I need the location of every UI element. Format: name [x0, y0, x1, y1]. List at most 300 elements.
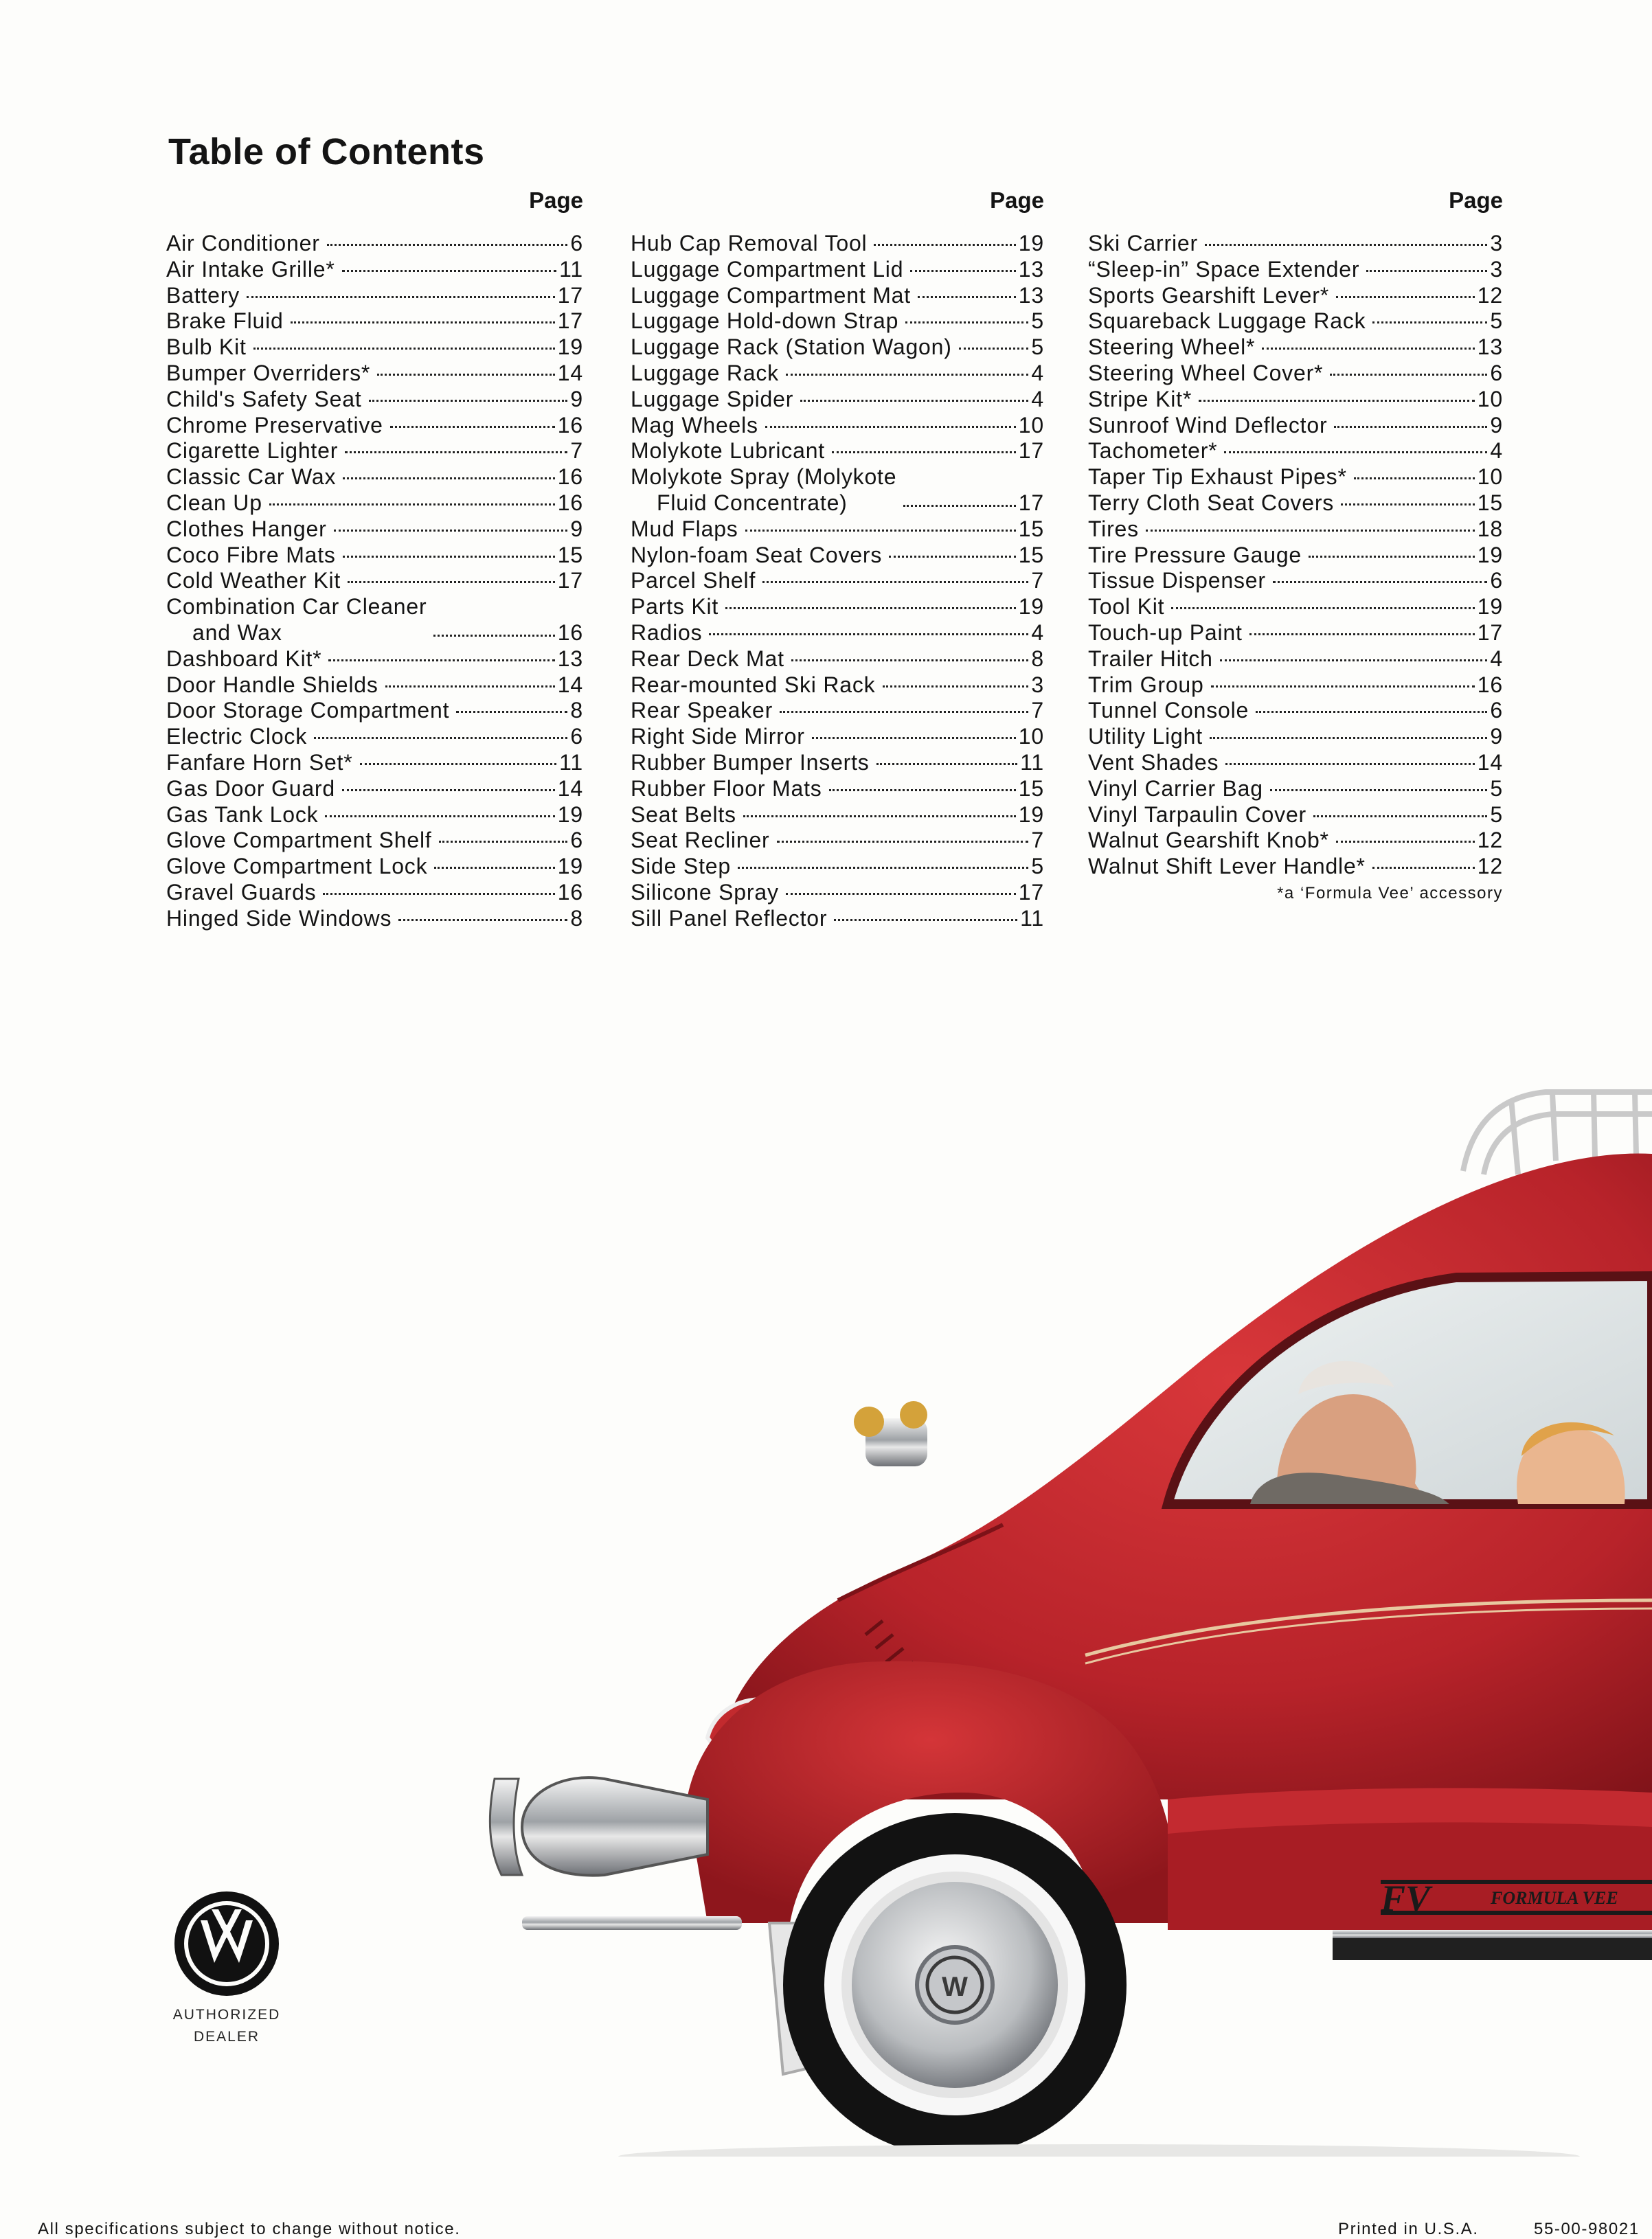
toc-entry: [1088, 231, 1503, 257]
dot-leader: [439, 841, 568, 843]
toc-entry: [1088, 724, 1503, 750]
vw-beetle-illustration: [481, 1071, 1652, 2157]
toc-entry-name: Steering Wheel Cover*: [1088, 360, 1324, 385]
toc-entry: [166, 776, 583, 802]
dot-leader: [876, 763, 1018, 765]
toc-entry-name: Bulb Kit: [166, 334, 247, 360]
toc-entry-name: Child's Safety Seat: [166, 386, 362, 411]
toc-entry: [166, 828, 583, 854]
toc-entry-name: Tunnel Console: [1088, 698, 1249, 723]
toc-entry: [166, 698, 583, 724]
toc-entry-page: 12: [1477, 282, 1503, 308]
toc-entry-name: Rear-mounted Ski Rack: [631, 672, 876, 697]
toc-entry: [631, 672, 1044, 698]
dot-leader: [910, 270, 1015, 272]
toc-entry: [166, 283, 583, 309]
authorized-dealer-logo: [170, 1889, 283, 2046]
toc-entry: [166, 724, 583, 750]
toc-entry-name: Ski Carrier: [1088, 231, 1198, 255]
page-title: Table of Contents: [168, 131, 485, 172]
fanfare-horn: [854, 1401, 927, 1466]
dot-leader: [325, 815, 554, 817]
dot-leader: [390, 426, 555, 428]
dot-leader: [323, 893, 554, 895]
toc-entry: [166, 750, 583, 776]
toc-entry-page: 19: [1477, 542, 1503, 567]
toc-entry-list: [166, 231, 583, 932]
toc-entry-page: 9: [1490, 412, 1503, 437]
dot-leader: [791, 659, 1029, 661]
toc-entry-name: Air Conditioner: [166, 231, 320, 255]
toc-entry: [1088, 620, 1503, 646]
dealer-caption-line2: DEALER: [193, 2029, 260, 2045]
toc-entry: [1088, 516, 1503, 543]
toc-entry-name: Rubber Bumper Inserts: [631, 749, 870, 775]
dot-leader: [345, 451, 567, 453]
toc-entry-name: Stripe Kit*: [1088, 386, 1192, 411]
toc-entry-page: 15: [557, 542, 583, 567]
toc-entry: [631, 776, 1044, 802]
toc-entry: [1088, 568, 1503, 594]
dot-leader: [725, 607, 1016, 609]
toc-entry: [1088, 308, 1503, 334]
toc-entry-page: 8: [570, 905, 583, 931]
page-column-header: Page: [990, 187, 1044, 213]
dot-leader: [348, 581, 555, 583]
toc-entry-name: Tires: [1088, 516, 1139, 541]
toc-entry-page: 9: [570, 516, 583, 541]
page-column-header: Page: [529, 187, 583, 213]
toc-entry-name: Fanfare Horn Set*: [166, 749, 353, 775]
toc-entry: [1088, 438, 1503, 464]
toc-entry: [1088, 776, 1503, 802]
dot-leader: [829, 789, 1016, 791]
dot-leader: [1341, 503, 1475, 505]
toc-entry-name: Electric Clock: [166, 724, 308, 749]
toc-entry-page: 14: [557, 360, 583, 385]
dot-leader: [328, 659, 554, 661]
toc-entry-name: Touch-up Paint: [1088, 620, 1243, 645]
dot-leader: [1334, 426, 1487, 428]
toc-entry-name: Rubber Floor Mats: [631, 775, 822, 801]
toc-entry: [1088, 594, 1503, 620]
toc-entry-name: Parts Kit: [631, 594, 719, 620]
toc-entry-page: 5: [1031, 334, 1044, 360]
toc-entry-name: Hub Cap Removal Tool: [631, 231, 868, 255]
toc-entry: [166, 257, 583, 283]
page-column-header: Page: [1449, 187, 1503, 213]
toc-entry: [631, 854, 1044, 880]
toc-entry: [631, 464, 1044, 516]
dot-leader: [1249, 633, 1475, 635]
toc-entry-page: 11: [559, 749, 583, 775]
toc-entry-name: Parcel Shelf: [631, 568, 756, 593]
toc-entry-page: 4: [1490, 438, 1503, 464]
dot-leader: [343, 477, 555, 479]
toc-entry-page: 6: [1490, 360, 1503, 385]
toc-entry-name: Seat Belts: [631, 802, 736, 827]
toc-entry-page: 7: [1031, 828, 1044, 853]
dot-leader: [1146, 530, 1475, 532]
dot-leader: [765, 426, 1016, 428]
toc-entry: [631, 828, 1044, 854]
toc-entry-name: Classic Car Wax: [166, 464, 337, 490]
formula-vee-stripe: [1380, 1878, 1652, 1919]
toc-entry: [631, 906, 1044, 932]
toc-entry-name: Cigarette Lighter: [166, 438, 339, 464]
toc-entry-name: Battery: [166, 282, 240, 308]
toc-entry-name: Clothes Hanger: [166, 516, 327, 541]
toc-entry-page: 14: [1477, 749, 1503, 775]
toc-entry-name: Vinyl Tarpaulin Cover: [1088, 802, 1307, 827]
toc-entry-list: [631, 231, 1044, 932]
toc-entry-page: 4: [1031, 360, 1044, 385]
toc-entry-name: Nylon-foam Seat Covers: [631, 542, 883, 567]
toc-entry-page: 19: [1477, 594, 1503, 620]
toc-entry-page: 6: [1490, 698, 1503, 723]
vw-logo-icon: [172, 1889, 282, 1999]
toc-entry-page: 16: [557, 464, 583, 490]
toc-entry-name: Door Storage Compartment: [166, 698, 450, 723]
toc-entry-name: Bumper Overriders*: [166, 360, 371, 385]
toc-entry-page: 11: [1020, 749, 1044, 775]
toc-entry: [1088, 490, 1503, 516]
car-stripe-text: FORMULA VEE: [1491, 1888, 1618, 1908]
toc-entry: [1088, 854, 1503, 880]
toc-entry-name: Combination Car Cleaner and Wax: [166, 594, 427, 645]
toc-entry-name: Chrome Preservative: [166, 412, 383, 437]
toc-entry-name: Sports Gearshift Lever*: [1088, 282, 1329, 308]
toc-entry-page: 5: [1031, 854, 1044, 879]
dot-leader: [1313, 815, 1487, 817]
toc-entry-name: Utility Light: [1088, 724, 1203, 749]
toc-entry-page: 14: [557, 775, 583, 801]
toc-entry-name: Gas Tank Lock: [166, 802, 319, 827]
toc-entry-page: 17: [1018, 438, 1044, 464]
dot-leader: [883, 685, 1029, 687]
dot-leader: [903, 505, 1015, 507]
toc-entry-name: Rear Deck Mat: [631, 646, 784, 671]
toc-entry: [631, 568, 1044, 594]
toc-entry-name: Taper Tip Exhaust Pipes*: [1088, 464, 1347, 490]
toc-entry-name: Vent Shades: [1088, 749, 1219, 775]
toc-entry-page: 16: [557, 879, 583, 905]
toc-entry-page: 19: [557, 802, 583, 827]
toc-entry-page: 16: [557, 620, 583, 645]
toc-entry-name: Luggage Hold-down Strap: [631, 308, 899, 334]
toc-entry-name: Silicone Spray: [631, 879, 779, 905]
toc-entry: [166, 516, 583, 543]
toc-entry: [166, 594, 583, 646]
dot-leader: [1372, 867, 1475, 869]
dot-leader: [1224, 451, 1487, 453]
toc-entry: [166, 802, 583, 828]
toc-entry-name: Tachometer*: [1088, 438, 1218, 464]
toc-entry-page: 13: [1018, 282, 1044, 308]
toc-entry-name: Luggage Spider: [631, 386, 794, 411]
toc-entry-name: Trim Group: [1088, 672, 1204, 697]
car-stripe-logo: FV: [1381, 1878, 1431, 1919]
dot-leader: [780, 711, 1028, 713]
toc-entry-name: Terry Cloth Seat Covers: [1088, 490, 1335, 515]
toc-entry-page: 12: [1477, 854, 1503, 879]
toc-entry-page: 17: [1477, 620, 1503, 645]
toc-column-3: [1088, 187, 1503, 903]
toc-entry-list: [1088, 231, 1503, 880]
toc-entry: [631, 594, 1044, 620]
toc-entry-page: 9: [1490, 724, 1503, 749]
dot-leader: [360, 763, 557, 765]
toc-entry-page: 16: [557, 490, 583, 515]
toc-entry: [631, 283, 1044, 309]
toc-entry: [1088, 387, 1503, 413]
toc-entry-name: Cold Weather Kit: [166, 568, 341, 593]
dot-leader: [291, 321, 555, 323]
toc-entry-name: Sill Panel Reflector: [631, 905, 828, 931]
dot-leader: [433, 635, 554, 637]
toc-entry-page: 19: [1018, 594, 1044, 620]
toc-entry-page: 14: [557, 672, 583, 697]
toc-entry: [631, 516, 1044, 543]
toc-entry-page: 5: [1490, 802, 1503, 827]
toc-entry-page: 10: [1477, 386, 1503, 411]
toc-entry: [166, 231, 583, 257]
dot-leader: [1256, 711, 1487, 713]
toc-entry-page: 15: [1018, 516, 1044, 541]
toc-entry: [631, 387, 1044, 413]
toc-entry-page: 7: [570, 438, 583, 464]
toc-entry-page: 16: [1477, 672, 1503, 697]
dot-leader: [1366, 270, 1487, 272]
toc-entry: [166, 413, 583, 439]
toc-entry: [1088, 802, 1503, 828]
toc-entry-page: 13: [1018, 256, 1044, 282]
toc-entry-page: 3: [1490, 231, 1503, 255]
toc-entry-page: 17: [1018, 879, 1044, 905]
dot-leader: [745, 530, 1016, 532]
dot-leader: [434, 867, 554, 869]
toc-entry: [631, 646, 1044, 672]
toc-entry-page: 13: [1477, 334, 1503, 360]
toc-entry-page: 3: [1031, 672, 1044, 697]
dot-leader: [918, 296, 1016, 298]
toc-entry: [631, 620, 1044, 646]
toc-entry: [166, 490, 583, 516]
toc-entry-page: 5: [1031, 308, 1044, 334]
toc-entry-page: 5: [1490, 775, 1503, 801]
toc-entry-name: Clean Up: [166, 490, 262, 515]
dot-leader: [1199, 400, 1475, 402]
toc-entry-page: 19: [557, 334, 583, 360]
dot-leader: [385, 685, 555, 687]
dot-leader: [1205, 244, 1487, 246]
dot-leader: [812, 737, 1016, 739]
toc-entry-name: Coco Fibre Mats: [166, 542, 336, 567]
toc-entry: [1088, 698, 1503, 724]
dot-leader: [334, 530, 568, 532]
toc-entry-name: Gravel Guards: [166, 879, 317, 905]
toc-entry: [166, 308, 583, 334]
toc-entry-name: Air Intake Grille*: [166, 256, 335, 282]
toc-entry-page: 4: [1490, 646, 1503, 671]
toc-entry-name: Seat Recliner: [631, 828, 770, 853]
toc-entry-name: Tool Kit: [1088, 594, 1165, 620]
toc-entry: [1088, 464, 1503, 490]
toc-entry-page: 19: [557, 854, 583, 879]
dot-leader: [269, 503, 555, 505]
toc-entry: [631, 802, 1044, 828]
dot-leader: [343, 556, 555, 558]
dot-leader: [398, 919, 567, 921]
dot-leader: [738, 867, 1028, 869]
footnote: *a ‘Formula Vee’ accessory: [1277, 883, 1503, 902]
dot-leader: [1336, 841, 1475, 843]
toc-entry-page: 4: [1031, 386, 1044, 411]
dot-leader: [314, 737, 567, 739]
toc-entry: [166, 646, 583, 672]
toc-entry-page: 12: [1477, 828, 1503, 853]
toc-entry: [1088, 413, 1503, 439]
toc-entry-name: Luggage Compartment Mat: [631, 282, 911, 308]
dot-leader: [786, 374, 1028, 376]
toc-entry: [631, 413, 1044, 439]
toc-entry-page: 18: [1477, 516, 1503, 541]
toc-entry-name: Walnut Gearshift Knob*: [1088, 828, 1329, 853]
toc-entry-name: Door Handle Shields: [166, 672, 378, 697]
dot-leader: [1330, 374, 1487, 376]
toc-entry-name: Luggage Compartment Lid: [631, 256, 904, 282]
toc-entry-name: Rear Speaker: [631, 698, 773, 723]
dot-leader: [1336, 296, 1475, 298]
disclaimer-text: All specifications subject to change without notice.: [38, 2220, 461, 2238]
dot-leader: [377, 374, 555, 376]
dot-leader: [874, 244, 1015, 246]
toc-entry-name: Mag Wheels: [631, 412, 758, 437]
dot-leader: [456, 711, 567, 713]
dot-leader: [1220, 659, 1488, 661]
toc-entry-page: 15: [1018, 775, 1044, 801]
toc-entry: [631, 438, 1044, 464]
toc-entry-page: 15: [1018, 542, 1044, 567]
toc-entry-name: Side Step: [631, 854, 731, 879]
toc-entry-page: 7: [1031, 698, 1044, 723]
toc-entry: [166, 906, 583, 932]
toc-entry: [166, 438, 583, 464]
toc-entry: [1088, 750, 1503, 776]
toc-entry-page: 6: [1490, 568, 1503, 593]
toc-entry-name: Hinged Side Windows: [166, 905, 392, 931]
toc-entry-page: 6: [570, 828, 583, 853]
dot-leader: [342, 270, 557, 272]
toc-entry-page: 11: [559, 256, 583, 282]
dot-leader: [1372, 321, 1487, 323]
toc-entry-name: Gas Door Guard: [166, 775, 335, 801]
dot-leader: [1270, 789, 1488, 791]
toc-entry: [1088, 672, 1503, 698]
toc-entry-name: Squareback Luggage Rack: [1088, 308, 1366, 334]
toc-entry-name: Vinyl Carrier Bag: [1088, 775, 1263, 801]
toc-entry-name: Trailer Hitch: [1088, 646, 1213, 671]
toc-entry: [166, 568, 583, 594]
toc-entry-page: 10: [1477, 464, 1503, 490]
toc-entry-page: 7: [1031, 568, 1044, 593]
dot-leader: [959, 348, 1029, 350]
toc-entry-page: 17: [1018, 490, 1044, 515]
dot-leader: [743, 815, 1016, 817]
toc-entry-page: 3: [1490, 256, 1503, 282]
dot-leader: [369, 400, 568, 402]
toc-entry-page: 5: [1490, 308, 1503, 334]
toc-entry-name: Molykote Lubricant: [631, 438, 825, 464]
toc-entry: [166, 543, 583, 569]
dot-leader: [905, 321, 1028, 323]
toc-entry-page: 17: [557, 282, 583, 308]
dot-leader: [786, 893, 1016, 895]
toc-entry-name: Tire Pressure Gauge: [1088, 542, 1302, 567]
toc-entry: [166, 334, 583, 361]
toc-column-2: [631, 187, 1044, 932]
toc-entry: [1088, 257, 1503, 283]
toc-entry-page: 16: [557, 412, 583, 437]
dealer-caption-line1: AUTHORIZED: [172, 2007, 281, 2023]
toc-entry-name: Luggage Rack (Station Wagon): [631, 334, 952, 360]
dot-leader: [253, 348, 555, 350]
toc-entry: [166, 361, 583, 387]
toc-entry: [166, 672, 583, 698]
toc-entry-page: 17: [557, 568, 583, 593]
toc-entry-name: Dashboard Kit*: [166, 646, 322, 671]
toc-entry: [631, 334, 1044, 361]
dot-leader: [1210, 737, 1487, 739]
toc-entry-page: 9: [570, 386, 583, 411]
dot-leader: [832, 451, 1016, 453]
toc-entry-name: Walnut Shift Lever Handle*: [1088, 854, 1366, 879]
toc-entry-page: 15: [1477, 490, 1503, 515]
dot-leader: [1273, 581, 1488, 583]
toc-entry-name: Brake Fluid: [166, 308, 284, 334]
toc-entry: [166, 464, 583, 490]
dot-leader: [1211, 685, 1475, 687]
toc-entry-page: 8: [1031, 646, 1044, 671]
toc-entry-name: Radios: [631, 620, 703, 645]
toc-entry: [166, 880, 583, 906]
dot-leader: [1262, 348, 1475, 350]
toc-entry: [631, 880, 1044, 906]
dot-leader: [1171, 607, 1474, 609]
rear-wheel: [783, 1813, 1127, 2157]
toc-entry: [1088, 646, 1503, 672]
dot-leader: [1354, 477, 1475, 479]
toc-entry-name: Sunroof Wind Deflector: [1088, 412, 1328, 437]
toc-entry-name: Tissue Dispenser: [1088, 568, 1266, 593]
dot-leader: [709, 633, 1028, 635]
catalog-code: 55-00-98021: [1534, 2220, 1640, 2238]
rear-bumper: [490, 1777, 742, 1930]
toc-entry-name: Glove Compartment Shelf: [166, 828, 432, 853]
toc-entry-page: 10: [1018, 724, 1044, 749]
toc-entry-name: “Sleep-in” Space Extender: [1088, 256, 1360, 282]
toc-entry-page: 17: [557, 308, 583, 334]
dot-leader: [777, 841, 1029, 843]
toc-entry: [166, 387, 583, 413]
dot-leader: [342, 789, 555, 791]
toc-entry: [1088, 828, 1503, 854]
dot-leader: [834, 919, 1017, 921]
toc-entry-page: 6: [570, 724, 583, 749]
dot-leader: [327, 244, 568, 246]
dot-leader: [1309, 556, 1475, 558]
toc-entry: [631, 308, 1044, 334]
